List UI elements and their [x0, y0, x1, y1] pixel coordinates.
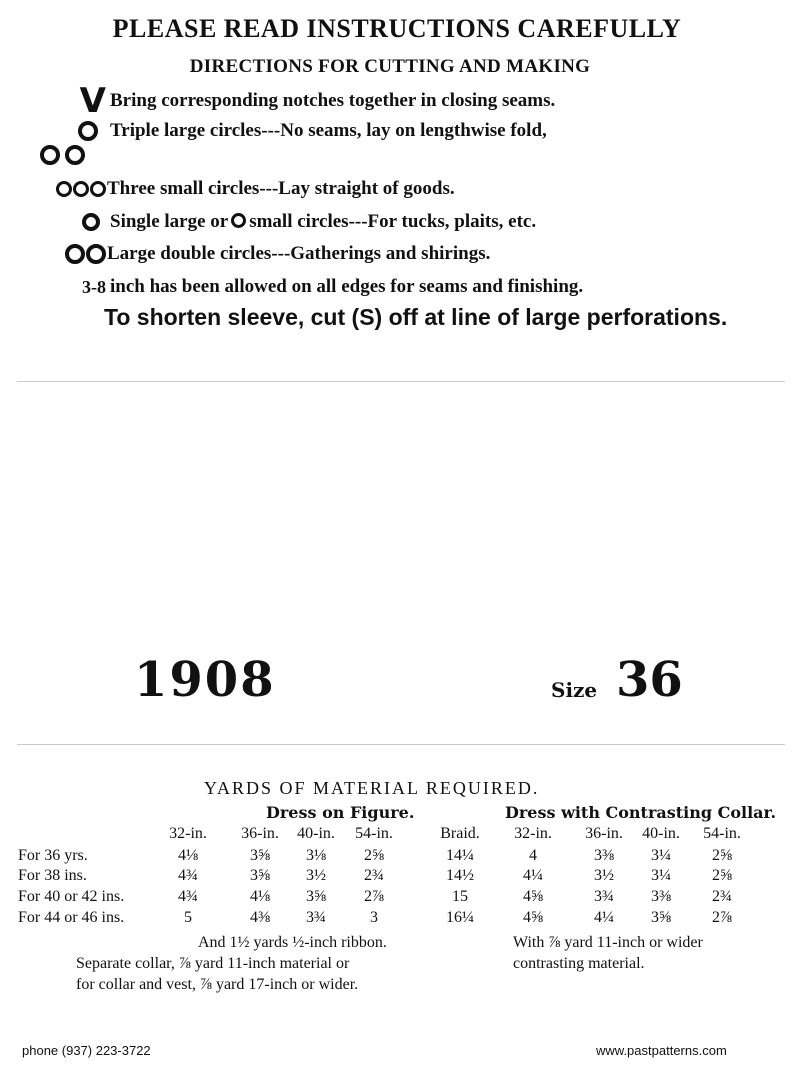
table-cell: 16¼ — [446, 909, 474, 926]
table-cell: 4⅜ — [250, 909, 270, 926]
shorten-sleeve-note: To shorten sleeve, cut (S) off at line of large perforations. — [104, 304, 728, 330]
row-label: For 44 or 46 ins. — [18, 909, 125, 926]
page-title: PLEASE READ INSTRUCTIONS CAREFULLY — [112, 14, 682, 43]
ribbon-note: And 1½ yards ½-inch ribbon. — [198, 934, 387, 951]
table-cell: 3½ — [594, 867, 614, 884]
table-cell: 3⅛ — [306, 847, 326, 864]
instruction-row-seam-allowance — [34, 272, 583, 302]
table-cell: 2⅝ — [712, 847, 732, 864]
table-cell: 4¾ — [178, 888, 198, 905]
table-cell: 2⅝ — [712, 867, 732, 884]
three-small-circles-icon — [34, 181, 106, 197]
table-cell: 3⅜ — [651, 888, 671, 905]
collar-note-line-2: for collar and vest, ⅞ yard 17-inch or wider. — [76, 976, 359, 993]
group-heading-dress-on-figure: Dress on Figure. — [266, 803, 415, 822]
table-cell: 3⅜ — [594, 847, 614, 864]
instruction-row-single-large — [34, 207, 536, 237]
column-header: 54-in. — [355, 825, 393, 842]
small-circle-icon — [231, 213, 246, 228]
yardage-title: YARDS OF MATERIAL REQUIRED. — [204, 778, 540, 798]
table-cell: 2¾ — [712, 888, 732, 905]
column-header: 54-in. — [703, 825, 741, 842]
contrast-note-line-2: contrasting material. — [513, 955, 645, 972]
group-heading-contrasting-collar: Dress with Contrasting Collar. — [505, 803, 777, 822]
collar-note-line-1: Separate collar, ⅞ yard 11-inch material or — [76, 955, 350, 972]
instruction-text: Large double circles---Gatherings and shirings. — [107, 243, 491, 264]
size-value: 36 — [616, 652, 683, 708]
column-header: 40-in. — [297, 825, 335, 842]
instruction-row-double-large — [34, 239, 490, 269]
contrast-note-line-1: With ⅞ yard 11-inch or wider — [513, 934, 703, 951]
table-cell: 2⅝ — [364, 847, 384, 864]
size-label: Size — [551, 678, 598, 702]
instruction-text: Triple large circles---No seams, lay on lengthwise fold, — [110, 120, 547, 141]
table-cell: 14½ — [446, 867, 474, 884]
table-cell: 3¼ — [651, 867, 671, 884]
table-cell: 3¾ — [594, 888, 614, 905]
column-header: 36-in. — [585, 825, 623, 842]
instruction-text — [110, 211, 536, 233]
instruction-text: inch has been allowed on all edges for seams and finishing. — [110, 276, 584, 297]
instruction-text: Bring corresponding notches together in closing seams. — [110, 90, 556, 111]
table-cell: 2⅞ — [712, 909, 732, 926]
table-cell: 3½ — [306, 867, 326, 884]
column-header: 36-in. — [241, 825, 279, 842]
table-cell: 4 — [529, 847, 537, 864]
column-header: 32-in. — [169, 825, 207, 842]
column-header: 32-in. — [514, 825, 552, 842]
row-label: For 38 ins. — [18, 867, 87, 884]
column-header: Braid. — [440, 825, 480, 842]
table-cell: 4⅛ — [250, 888, 270, 905]
divider — [17, 744, 785, 745]
table-cell: 5 — [184, 909, 192, 926]
table-cell: 14¼ — [446, 847, 474, 864]
table-cell: 3¾ — [306, 909, 326, 926]
table-cell: 2¾ — [364, 867, 384, 884]
pattern-number: 1908 — [134, 652, 276, 708]
table-cell: 4⅝ — [523, 909, 543, 926]
fraction-label: 3-8 — [82, 276, 106, 297]
table-cell: 4⅝ — [523, 888, 543, 905]
table-cell: 3⅝ — [651, 909, 671, 926]
instruction-text-part: Single large or — [110, 211, 229, 232]
instruction-row-triple-large — [34, 116, 547, 146]
table-cell: 3¼ — [651, 847, 671, 864]
table-cell: 3 — [370, 909, 378, 926]
large-double-circles-icon — [34, 244, 106, 264]
table-cell: 3⅝ — [306, 888, 326, 905]
row-label: For 36 yrs. — [18, 847, 88, 864]
website-link[interactable]: www.pastpatterns.com — [596, 1043, 727, 1058]
table-cell: 4⅛ — [178, 847, 198, 864]
double-circle-icon — [40, 145, 85, 165]
table-cell: 4¾ — [178, 867, 198, 884]
table-cell: 2⅞ — [364, 888, 384, 905]
large-circle-icon — [34, 121, 106, 141]
table-cell: 3⅝ — [250, 847, 270, 864]
divider — [17, 381, 785, 382]
instruction-text: Three small circles---Lay straight of goods. — [107, 178, 455, 199]
phone-number: phone (937) 223-3722 — [22, 1043, 151, 1058]
single-circle-icon — [34, 213, 106, 231]
page-subtitle: DIRECTIONS FOR CUTTING AND MAKING — [189, 56, 591, 77]
instruction-row-three-small — [34, 174, 455, 204]
table-cell: 4¼ — [523, 867, 543, 884]
table-cell: 3⅝ — [250, 867, 270, 884]
column-header: 40-in. — [642, 825, 680, 842]
table-cell: 4¼ — [594, 909, 614, 926]
instruction-text-part: small circles---For tucks, plaits, etc. — [249, 211, 537, 232]
table-cell: 15 — [452, 888, 468, 905]
instruction-row-notches — [34, 81, 556, 121]
v-notch-icon: V — [79, 81, 106, 121]
row-label: For 40 or 42 ins. — [18, 888, 125, 905]
